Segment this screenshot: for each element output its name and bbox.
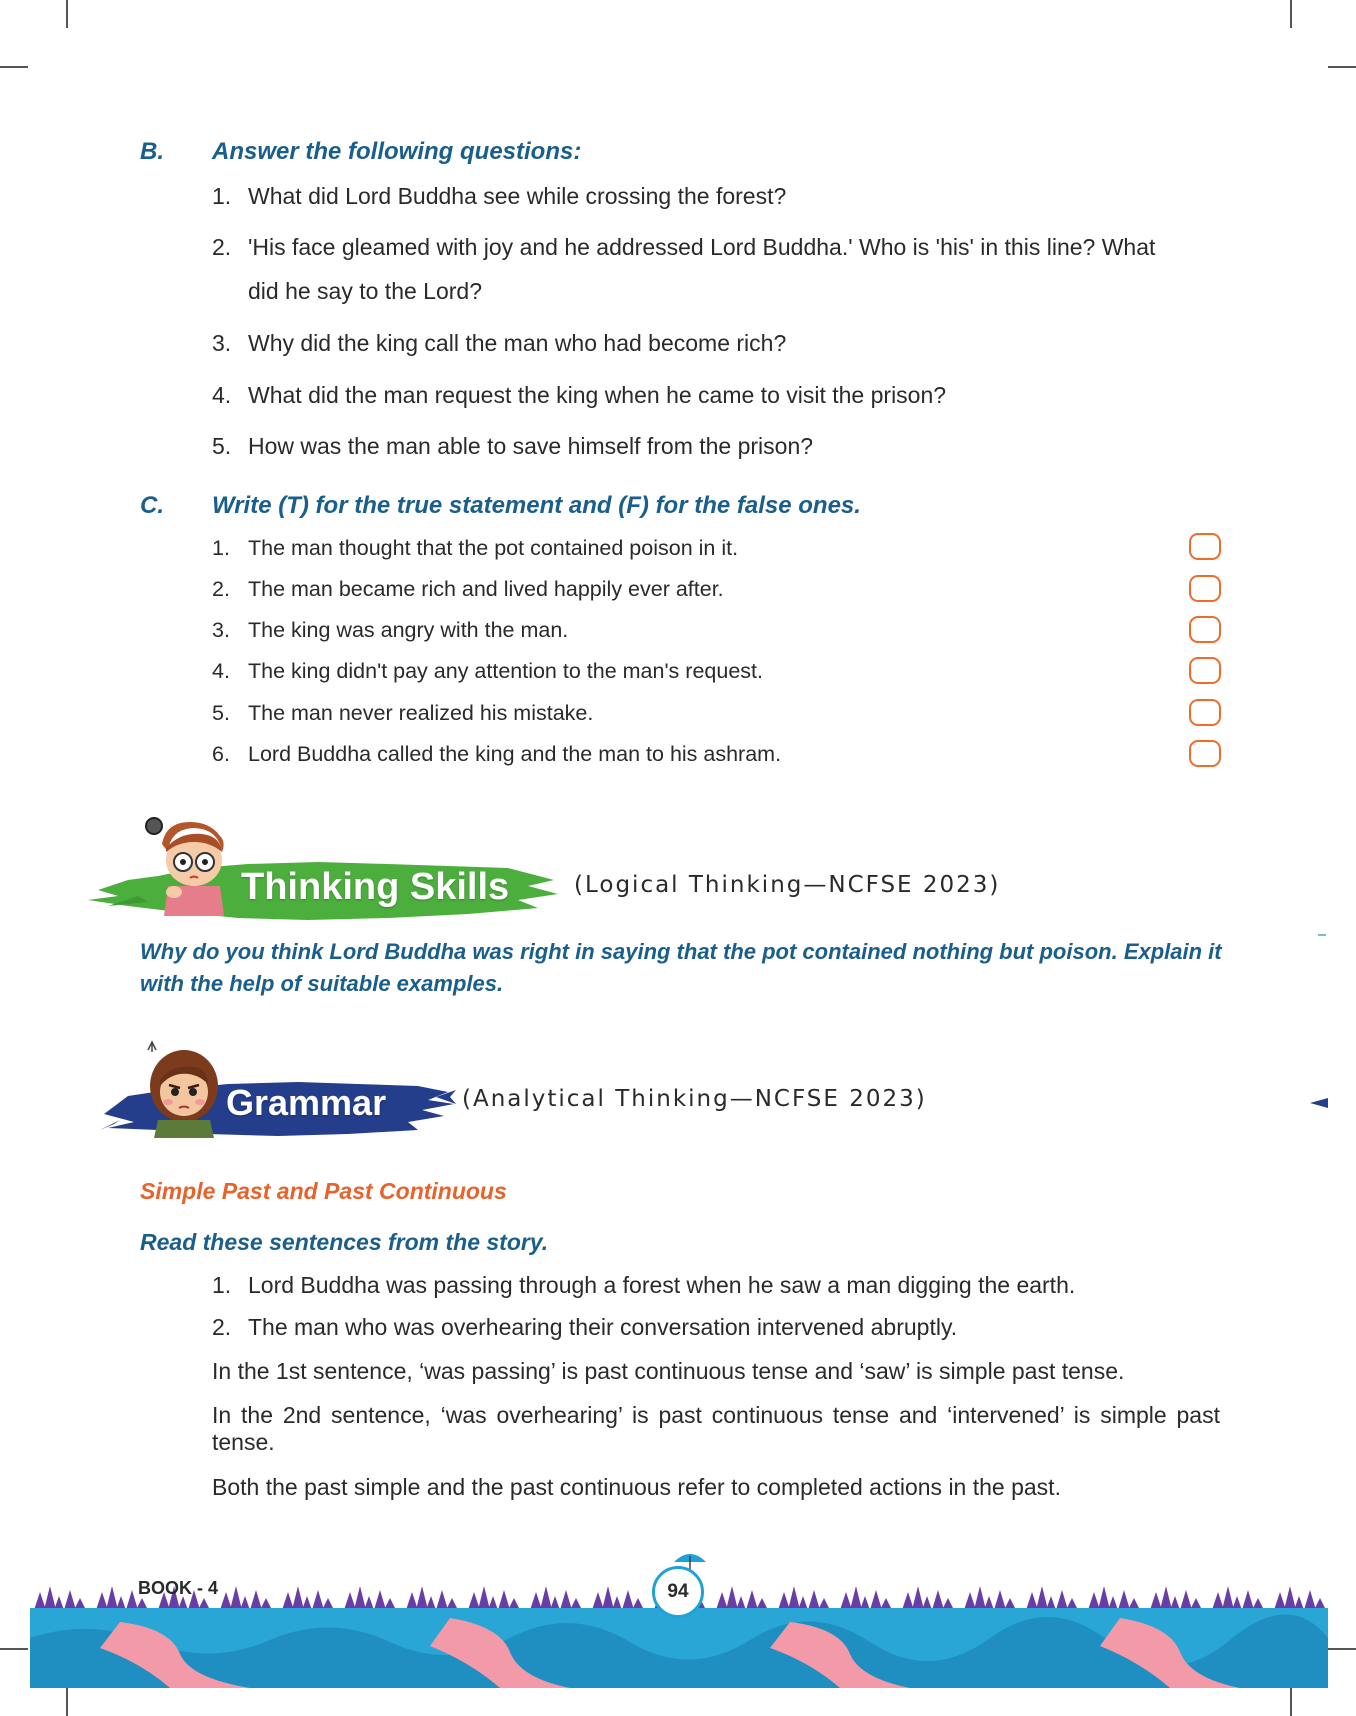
statement-number: 4. [212, 659, 230, 683]
statement-4 [212, 659, 763, 684]
section-c-title: Write (T) for the true statement and (F) for the false ones. [212, 492, 861, 519]
section-c-letter: C. [140, 492, 164, 519]
book-label: BOOK - 4 [138, 1578, 219, 1598]
statement-number: 5. [212, 701, 230, 725]
margin-mark-icon [1310, 1096, 1328, 1110]
question-5 [212, 433, 813, 460]
answer-box-1[interactable] [1189, 533, 1221, 560]
sentence-number: 2. [212, 1314, 232, 1340]
statement-6 [212, 742, 781, 767]
question-number: 1. [212, 183, 232, 209]
grammar-explanation-2: In the 2nd sentence, ‘was overhearing’ is past continuous tense and ‘intervened’ is simple past tense. [212, 1402, 1220, 1455]
question-2-continued [248, 278, 482, 305]
question-text: Why did the king call the man who had become rich? [248, 330, 787, 356]
statement-3 [212, 618, 568, 643]
margin-tick [1318, 934, 1326, 936]
question-3 [212, 330, 786, 357]
question-number: 2. [212, 234, 232, 260]
statement-number: 3. [212, 618, 230, 642]
statement-text: The man became rich and lived happily ever after. [248, 577, 724, 601]
statement-text: Lord Buddha called the king and the man to his ashram. [248, 742, 782, 766]
grammar-sentence-1 [212, 1272, 1220, 1299]
answer-box-5[interactable] [1189, 699, 1221, 726]
grammar-subtitle: (Analytical Thinking—NCFSE 2023) [462, 1086, 927, 1112]
question-text: 'His face gleamed with joy and he addressed Lord Buddha.' Who is 'his' in this line? What [248, 234, 1156, 260]
crop-mark [0, 66, 28, 68]
crop-mark [1328, 1648, 1356, 1650]
statement-number: 6. [212, 742, 230, 766]
question-1 [212, 183, 786, 210]
thinking-boy-illustration [140, 812, 240, 916]
grammar-title: Grammar [226, 1082, 387, 1123]
thinking-skills-title: Thinking Skills [241, 866, 510, 908]
question-text: What did Lord Buddha see while crossing the forest? [248, 183, 787, 209]
crop-mark [0, 1648, 28, 1650]
grammar-explanation-1: In the 1st sentence, ‘was passing’ is past continuous tense and ‘saw’ is simple past tense. [212, 1358, 1125, 1384]
grammar-explanation-3: Both the past simple and the past continuous refer to completed actions in the past. [212, 1474, 1061, 1500]
crop-mark [66, 1688, 68, 1716]
answer-box-2[interactable] [1189, 575, 1221, 602]
sentence-text: Lord Buddha was passing through a forest when he saw a man digging the earth. [248, 1272, 1076, 1298]
crop-mark [1290, 1688, 1292, 1716]
thinking-skills-subtitle: (Logical Thinking—NCFSE 2023) [574, 872, 1001, 898]
statement-5 [212, 701, 593, 726]
question-number: 3. [212, 330, 232, 356]
question-2 [212, 234, 1155, 261]
grammar-sentence-2 [212, 1314, 1220, 1341]
section-b-title: Answer the following questions: [212, 138, 582, 165]
statement-text: The man never realized his mistake. [248, 701, 594, 725]
grammar-topic: Simple Past and Past Continuous [140, 1178, 507, 1204]
question-number: 4. [212, 382, 232, 408]
statement-1 [212, 536, 738, 561]
question-text: did he say to the Lord? [248, 278, 482, 304]
thinking-skills-question: Why do you think Lord Buddha was right in saying that the pot contained nothing but poison. Explain it with the help of suitable examples. [140, 939, 1222, 996]
statement-text: The king was angry with the man. [248, 618, 569, 642]
statement-text: The king didn't pay any attention to the man's request. [248, 659, 763, 683]
answer-box-4[interactable] [1189, 657, 1221, 684]
crop-mark [1328, 66, 1356, 68]
brush-tail-arrow [436, 1088, 456, 1106]
section-b-letter: B. [140, 138, 164, 165]
question-4 [212, 382, 946, 409]
crop-mark [66, 0, 68, 28]
answer-box-3[interactable] [1189, 616, 1221, 643]
sentence-text: The man who was overhearing their conversation intervened abruptly. [248, 1314, 958, 1340]
question-text: How was the man able to save himself from the prison? [248, 433, 814, 459]
sentence-number: 1. [212, 1272, 232, 1298]
question-number: 5. [212, 433, 232, 459]
statement-number: 1. [212, 536, 230, 560]
grammar-girl-illustration [140, 1040, 226, 1138]
answer-box-6[interactable] [1189, 740, 1221, 767]
page-number: 94 [652, 1566, 704, 1618]
question-text: What did the man request the king when he came to visit the prison? [248, 382, 947, 408]
statement-2 [212, 577, 724, 602]
grammar-instruction: Read these sentences from the story. [140, 1229, 549, 1255]
statement-number: 2. [212, 577, 230, 601]
statement-text: The man thought that the pot contained poison in it. [248, 536, 739, 560]
crop-mark [1290, 0, 1292, 28]
